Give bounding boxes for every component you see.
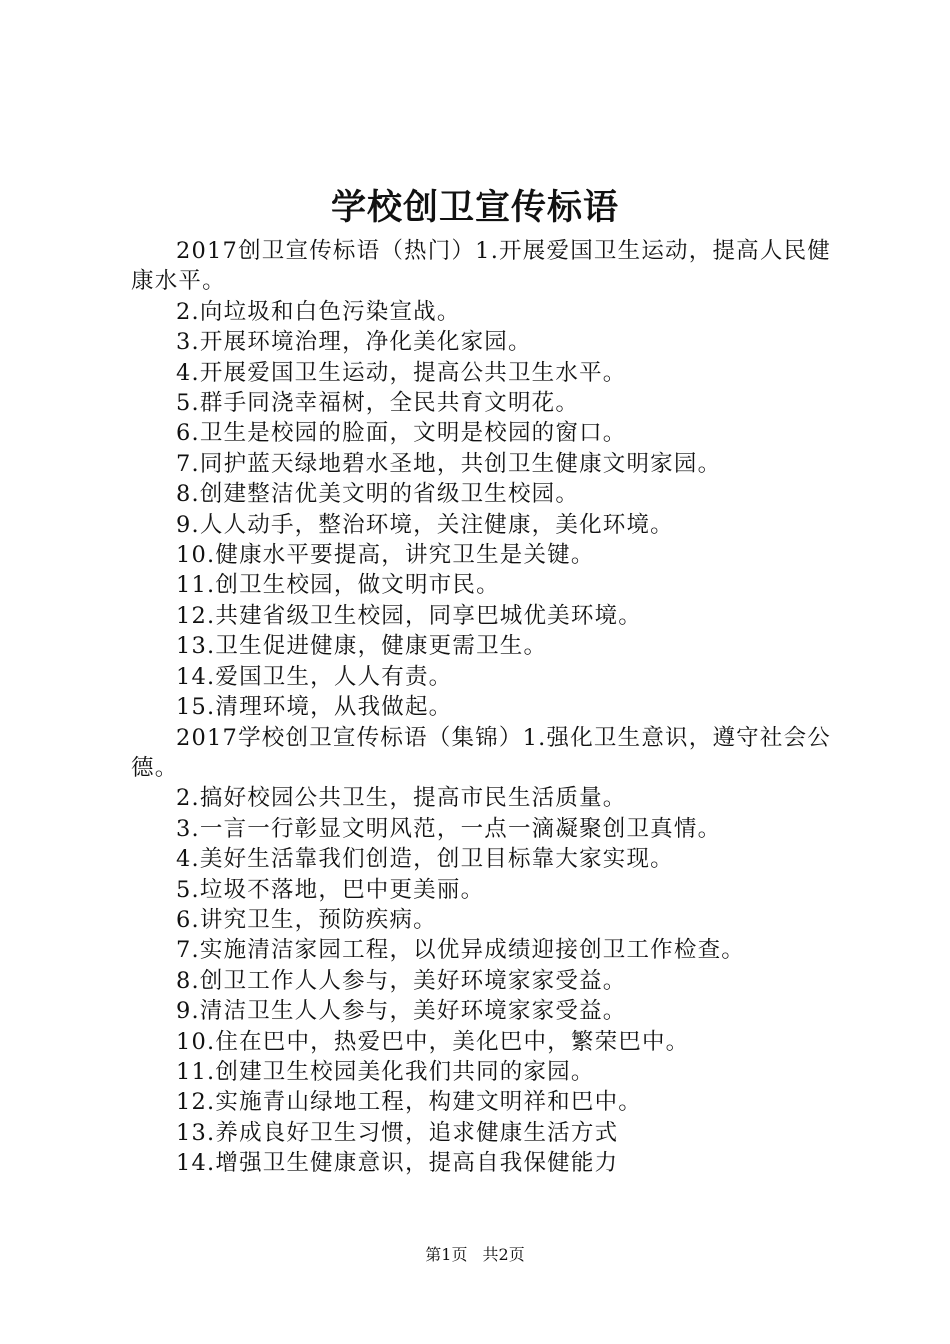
paragraph: 12.实施青山绿地工程，构建文明祥和巴中。	[176, 1089, 642, 1116]
paragraph: 4.开展爱国卫生运动，提高公共卫生水平。	[176, 359, 627, 386]
paragraph: 5.垃圾不落地，巴中更美丽。	[176, 876, 485, 903]
page-footer	[0, 1244, 950, 1266]
paragraph: 4.美好生活靠我们创造，创卫目标靠大家实现。	[176, 846, 674, 873]
paragraph: 6.卫生是校园的脸面，文明是校园的窗口。	[176, 420, 627, 447]
paragraph: 5.群手同浇幸福树，全民共育文明花。	[176, 390, 580, 417]
paragraph: 7.实施清洁家园工程，以优异成绩迎接创卫工作检查。	[176, 937, 745, 964]
paragraph: 7.同护蓝天绿地碧水圣地，共创卫生健康文明家园。	[176, 450, 722, 477]
paragraph: 8.创卫工作人人参与，美好环境家家受益。	[176, 967, 627, 994]
paragraph: 12.共建省级卫生校园，同享巴城优美环境。	[176, 602, 642, 629]
paragraph: 8.创建整洁优美文明的省级卫生校园。	[176, 481, 580, 508]
page-total: 共2页	[482, 1245, 525, 1264]
paragraph: 13.养成良好卫生习惯，追求健康生活方式	[176, 1119, 619, 1146]
page-number: 第1页	[425, 1245, 468, 1264]
paragraph: 11.创卫生校园，做文明市民。	[176, 572, 500, 599]
paragraph: 15.清理环境，从我做起。	[176, 694, 453, 721]
paragraph: 6.讲究卫生，预防疾病。	[176, 906, 437, 933]
paragraph: 14.爱国卫生，人人有责。	[176, 663, 453, 690]
paragraph: 13.卫生促进健康，健康更需卫生。	[176, 633, 548, 660]
paragraph: 3.开展环境治理，净化美化家园。	[176, 329, 532, 356]
paragraph: 2017创卫宣传标语（热门）1.开展爱国卫生运动，提高人民健康水平。	[131, 238, 831, 295]
paragraph: 9.人人动手，整治环境，关注健康，美化环境。	[176, 511, 674, 538]
document-body	[131, 236, 831, 1179]
paragraph: 2017学校创卫宣传标语（集锦）1.强化卫生意识，遵守社会公德。	[131, 724, 831, 781]
page-title: 学校创卫宣传标语	[330, 187, 619, 228]
paragraph: 2.向垃圾和白色污染宣战。	[176, 298, 461, 325]
paragraph: 11.创建卫生校园美化我们共同的家园。	[176, 1058, 595, 1085]
paragraph: 2.搞好校园公共卫生，提高市民生活质量。	[176, 785, 627, 812]
paragraph: 10.住在巴中，热爱巴中，美化巴中，繁荣巴中。	[176, 1028, 690, 1055]
paragraph: 10.健康水平要提高，讲究卫生是关键。	[176, 542, 595, 569]
paragraph: 3.一言一行彰显文明风范，一点一滴凝聚创卫真情。	[176, 815, 722, 842]
paragraph: 14.增强卫生健康意识，提高自我保健能力	[176, 1150, 619, 1177]
paragraph: 9.清洁卫生人人参与，美好环境家家受益。	[176, 998, 627, 1025]
